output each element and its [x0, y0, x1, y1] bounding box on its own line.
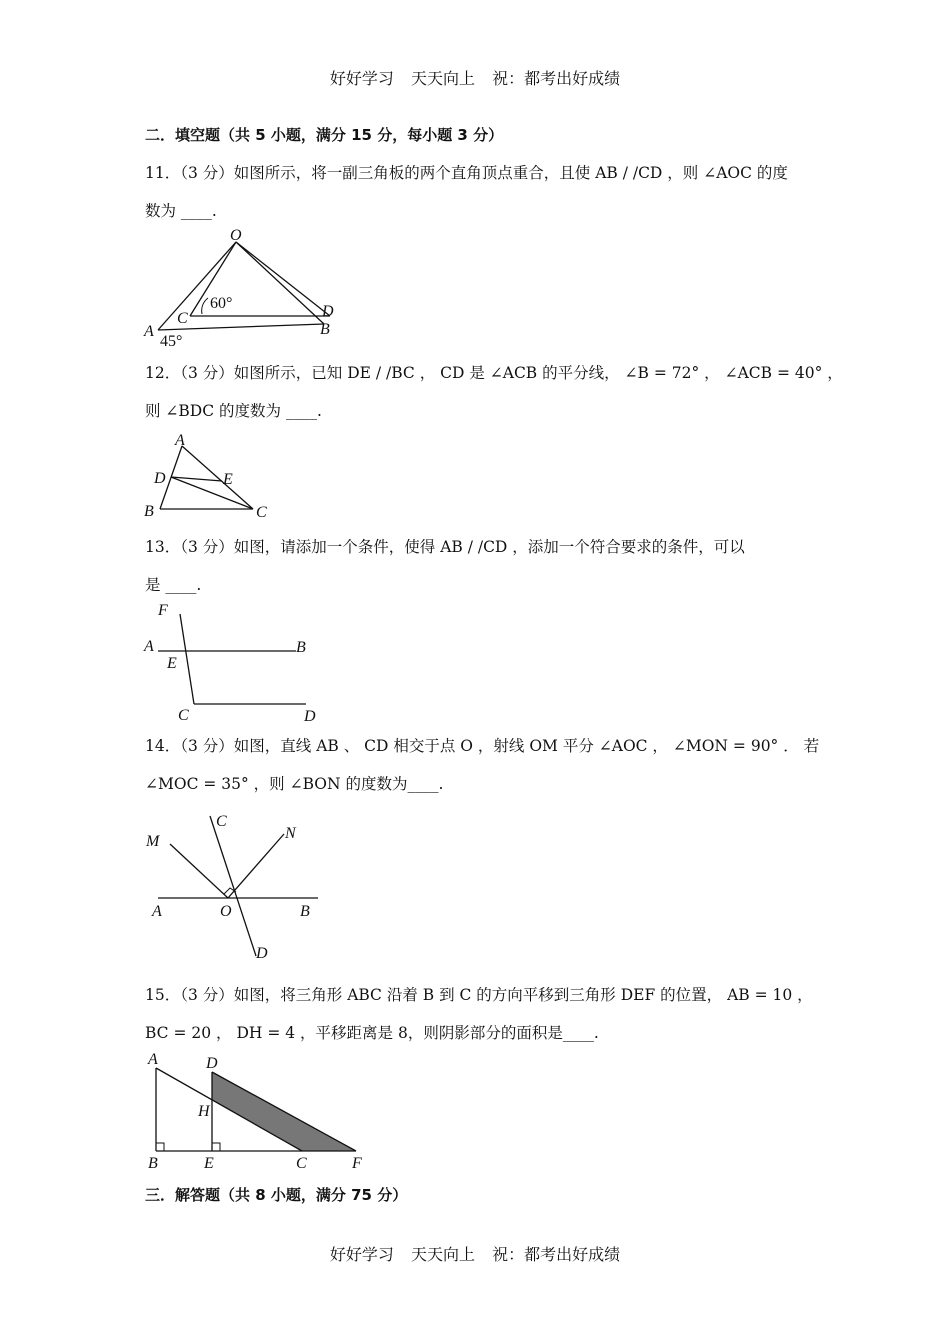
q14-label-A: A	[152, 903, 162, 920]
q12-label-A: A	[175, 432, 185, 449]
q12-figure	[140, 430, 280, 524]
q15-figure	[140, 1048, 380, 1172]
q13-label-E: E	[167, 655, 177, 672]
q11-angle-45: 45°	[160, 333, 183, 350]
page-header	[0, 66, 950, 89]
q11-label-A: A	[144, 323, 154, 340]
q15-label-C: C	[296, 1155, 307, 1172]
q13-label-D: D	[304, 708, 316, 725]
q14-label-N: N	[285, 825, 296, 842]
q11-label-B: B	[320, 321, 330, 338]
q13-figure	[140, 598, 330, 726]
q14-label-B: B	[300, 903, 310, 920]
q11-figure	[140, 228, 340, 350]
q12-label-C: C	[256, 504, 267, 521]
page-footer	[0, 1242, 950, 1265]
q13-label-F: F	[158, 602, 168, 619]
q15-label-B: B	[148, 1155, 158, 1172]
footer-motto-2: 天天向上	[410, 1245, 475, 1264]
q11-label-O: O	[230, 228, 242, 244]
q11-text-line1: 11．（3 分）如图所示，将一副三角板的两个直角顶点重合，且使 AB / /CD ，则 ∠AOC 的度	[145, 164, 788, 182]
q13-label-B: B	[296, 639, 306, 656]
header-motto-3: 祝：都考出好成绩	[492, 69, 621, 88]
q11-text-line2: 数为 ____.	[145, 202, 217, 220]
footer-motto-1: 好好学习	[329, 1245, 394, 1264]
q15-label-H: H	[198, 1103, 210, 1120]
q15-text-line1: 15．（3 分）如图，将三角形 ABC 沿着 B 到 C 的方向平移到三角形 DEF 的位置， AB = 10 ，	[145, 986, 813, 1004]
q13-text-line2: 是 ____.	[145, 576, 202, 594]
q14-label-C: C	[216, 813, 227, 830]
q15-label-E: E	[204, 1155, 214, 1172]
q12-text-line2: 则 ∠BDC 的度数为 ____.	[145, 402, 322, 420]
section-3-title: 三．解答题（共 8 小题，满分 75 分）	[145, 1186, 408, 1204]
q12-label-D: D	[154, 470, 166, 487]
q15-label-D: D	[206, 1055, 218, 1072]
section-2-title: 二．填空题（共 5 小题，满分 15 分，每小题 3 分）	[145, 126, 504, 144]
q14-text-line1: 14．（3 分）如图，直线 AB 、 CD 相交于点 O ，射线 OM 平分 ∠AOC ， ∠MON = 90° ． 若	[145, 737, 820, 755]
q11-label-D: D	[322, 303, 334, 320]
q13-label-C: C	[178, 707, 189, 724]
q12-text-line1: 12．（3 分）如图所示，已知 DE / /BC ， CD 是 ∠ACB 的平分线， ∠B = 72° ， ∠ACB = 40° ，	[145, 364, 843, 382]
q14-figure	[140, 808, 330, 968]
header-motto-2: 天天向上	[410, 69, 475, 88]
q12-label-B: B	[144, 503, 154, 520]
q15-label-F: F	[352, 1155, 362, 1172]
q14-text-line2: ∠MOC = 35° ，则 ∠BON 的度数为____.	[145, 775, 444, 793]
q15-text-line2: BC = 20 ， DH = 4 ，平移距离是 8，则阴影部分的面积是____.	[145, 1024, 599, 1042]
q14-label-M: M	[146, 833, 160, 850]
q14-label-O: O	[220, 903, 232, 920]
header-motto-1: 好好学习	[329, 69, 394, 88]
q13-label-A: A	[144, 638, 154, 655]
q11-label-C: C	[177, 310, 188, 327]
q15-label-A: A	[148, 1051, 158, 1068]
q11-angle-60: 60°	[210, 295, 233, 312]
q14-label-D: D	[256, 945, 268, 962]
q12-label-E: E	[223, 471, 233, 488]
footer-motto-3: 祝：都考出好成绩	[492, 1245, 621, 1264]
q13-text-line1: 13．（3 分）如图，请添加一个条件，使得 AB / /CD ，添加一个符合要求的条件，可以	[145, 538, 745, 556]
